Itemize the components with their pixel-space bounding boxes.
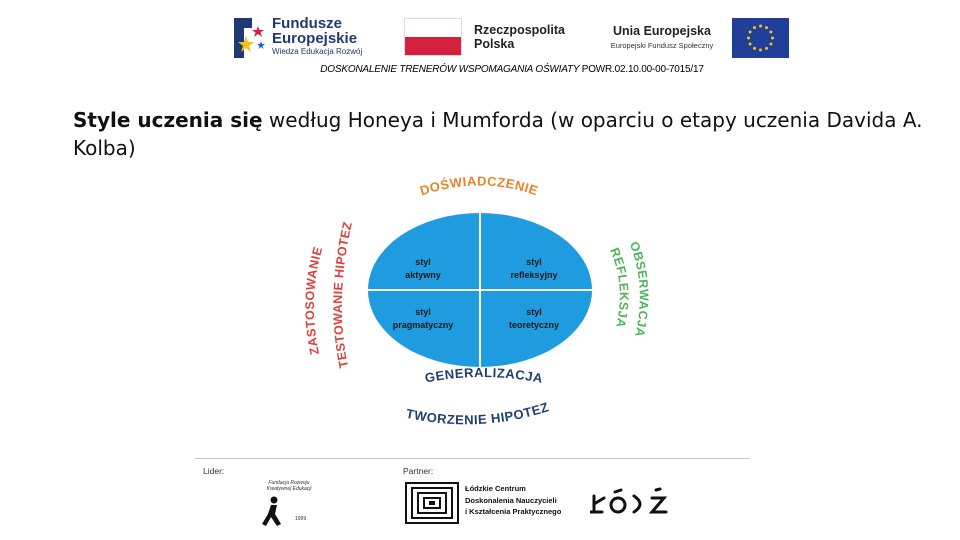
lider-label: Lider:	[203, 466, 225, 476]
svg-text:ZASTOSOWANIE	[303, 245, 325, 356]
quadrant-theoretical-line1: styl	[526, 307, 542, 317]
partner-label: Partner:	[403, 466, 434, 476]
svg-text:TWORZENIE HIPOTEZ	[405, 399, 551, 427]
title-rest: według Honeya i Mumforda (w oparciu o etapy uczenia Davida A. Kolba)	[73, 108, 923, 160]
label-experience: DOŚWIADCZENIE	[417, 175, 541, 199]
fe-line1: Fundusze	[272, 15, 342, 32]
rzeczpospolita-polska-logo	[404, 18, 579, 56]
running-figure-icon	[257, 496, 287, 528]
title-bold-part: Style uczenia się	[73, 108, 263, 132]
project-reference	[232, 64, 792, 75]
quadrant-pragmatic-line1: styl	[415, 307, 431, 317]
label-hypothesis-forming: TWORZENIE HIPOTEZ	[404, 399, 551, 428]
rp-line1: Rzeczpospolita	[474, 23, 565, 37]
partner-line2: Doskonalenia Nauczycieli	[465, 495, 557, 505]
partner-line1: Łódzkie Centrum	[465, 484, 526, 493]
ue-line2: Europejski Fundusz Społeczny	[610, 41, 714, 50]
svg-text:TESTOWANIE HIPOTEZ	[331, 220, 355, 369]
partner-line3: i Kształcenia Praktycznego	[465, 507, 562, 516]
label-reflection: REFLEKSJA	[607, 245, 631, 330]
slide-title	[73, 106, 923, 162]
quadrant-pragmatic-line2: pragmatyczny	[392, 320, 454, 330]
quadrant-active-line1: styl	[415, 257, 431, 267]
fe-line2: Europejskie	[272, 30, 358, 47]
svg-text:REFLEKSJA	[607, 246, 631, 329]
learning-styles-diagram	[290, 175, 680, 445]
fe-stars-icon	[232, 14, 270, 60]
nested-squares-icon	[405, 482, 459, 524]
quadrant-reflective-line2: refleksyjny	[510, 270, 558, 280]
lider-logo-caption: Fundacja Rozwoju Kreatywnej Edukacji	[266, 480, 312, 492]
lodz-wordmark-icon	[590, 486, 670, 520]
quadrant-theoretical-line2: teoretyczny	[508, 320, 560, 330]
label-application: ZASTOSOWANIE	[302, 244, 326, 357]
fundusze-europejskie-logo	[232, 14, 377, 60]
lider-logo	[255, 478, 317, 528]
project-code: POWR.02.10.00-00-7015/17	[581, 64, 704, 75]
lcdnikp-logo	[405, 482, 565, 528]
svg-text:GENERALIZACJA	[424, 365, 545, 386]
footer-divider	[195, 458, 750, 459]
project-name: DOSKONALENIE TRENERÓW WSPOMAGANIA OŚWIATY	[320, 64, 580, 75]
ue-line1: Unia Europejska	[613, 24, 711, 38]
svg-text:DOŚWIADCZENIE	[418, 175, 540, 198]
lider-logo-year: 1999	[295, 516, 307, 522]
eu-flag-icon	[732, 18, 789, 58]
label-hypothesis-testing: TESTOWANIE HIPOTEZ	[330, 220, 355, 370]
polish-flag-icon	[404, 18, 462, 56]
unia-europejska-logo	[600, 18, 792, 58]
quadrant-reflective-line1: styl	[526, 257, 542, 267]
quadrant-active-line2: aktywny	[405, 270, 441, 280]
fe-line3: Wiedza Edukacja Rozwój	[272, 47, 363, 56]
lodz-city-logo	[590, 486, 670, 520]
label-generalization: GENERALIZACJA	[423, 364, 545, 386]
label-observation: OBSERWACJA	[626, 239, 651, 339]
rp-line2: Polska	[474, 36, 515, 51]
